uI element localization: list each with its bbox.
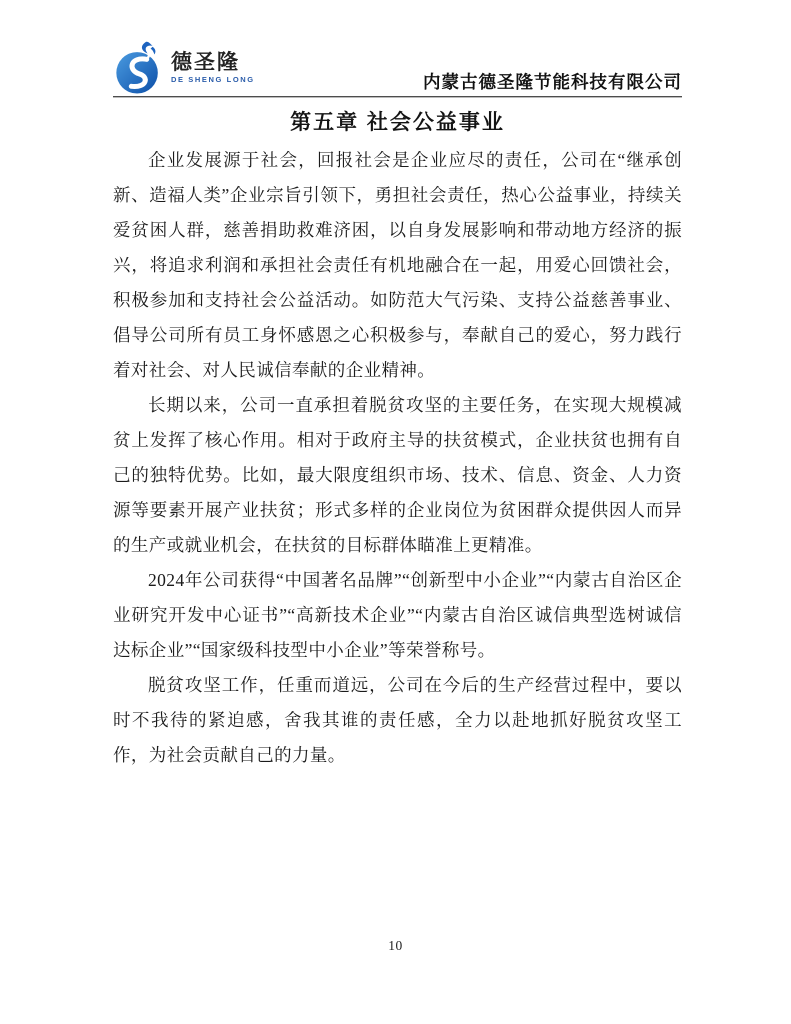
paragraph-3: 2024年公司获得“中国著名品牌”“创新型中小企业”“内蒙古自治区企业研究开发中心证书”“高新技术企业”“内蒙古自治区诚信典型选树诚信达标企业”“国家级科技型中小企业”等荣誉称号。 bbox=[113, 570, 682, 660]
header-rule bbox=[113, 96, 682, 98]
document-body bbox=[113, 143, 682, 773]
paragraph-4: 脱贫攻坚工作，任重而道远，公司在今后的生产经营过程中，要以时不我待的紧迫感，舍我其谁的责任感，全力以赴地抓好脱贫攻坚工作，为社会贡献自己的力量。 bbox=[113, 675, 682, 765]
company-name: 内蒙古德圣隆节能科技有限公司 bbox=[423, 72, 682, 92]
dragon-logo-icon bbox=[113, 41, 165, 95]
company-logo bbox=[113, 41, 255, 95]
page-header bbox=[113, 0, 682, 99]
logo-text-block bbox=[171, 52, 255, 84]
chapter-title: 第五章 社会公益事业 bbox=[290, 111, 505, 134]
paragraph-1: 企业发展源于社会，回报社会是企业应尽的责任，公司在“继承创新、造福人类”企业宗旨引领下，勇担社会责任，热心公益事业，持续关爱贫困人群，慈善捐助救难济困，以自身发展影响和带动地方经济的振兴，将追求利润和承担社会责任有机地融合在一起，用爱心回馈社会，积极参加和支持社会公益活动。如防范大气污染、支持公益慈善事业、倡导公司所有员工身怀感恩之心积极参与，奉献自己的爱心，努力践行着对社会、对人民诚信奉献的企业精神。 bbox=[113, 150, 682, 380]
logo-company-short-name: 德圣隆 bbox=[171, 51, 240, 75]
page-number: 10 bbox=[388, 938, 403, 953]
logo-company-pinyin: DE SHENG LONG bbox=[171, 75, 255, 85]
paragraph-2: 长期以来，公司一直承担着脱贫攻坚的主要任务，在实现大规模减贫上发挥了核心作用。相对于政府主导的扶贫模式，企业扶贫也拥有自己的独特优势。比如，最大限度组织市场、技术、信息、资金、人力资源等要素开展产业扶贫；形式多样的企业岗位为贫困群众提供因人而异的生产或就业机会，在扶贫的目标群体瞄准上更精准。 bbox=[113, 395, 682, 555]
